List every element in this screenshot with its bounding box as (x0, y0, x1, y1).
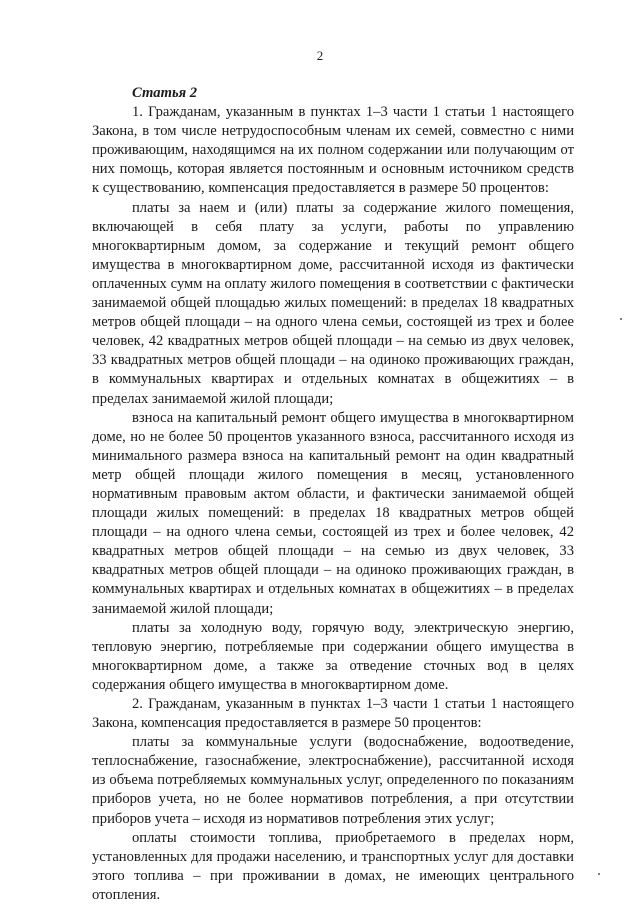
article-title: Статья 2 (132, 85, 198, 101)
paragraph-2: платы за наем и (или) платы за содержание жилого помещения, включающей в себя плату за услуги, работы по управлению многоквартирным домом, за содержание и текущий ремонт общего имущества в многоквартирном доме, рассчитанной исходя из фактически оплаченных сумм на оплату жилого помещения в соответствии с фактически занимаемой общей площадью жилых помещений: в пределах 18 квадратных метров общей площади – на одного члена семьи, состоящей из трех и более человек, 42 квадратных метров общей площади – на семью из двух человек, 33 квадратных метров общей площади – на одиноко проживающих граждан, в коммунальных квартирах и отдельных комнатах в общежитиях – в пределах занимаемой жилой площади; (92, 199, 574, 407)
document-body (92, 84, 574, 905)
paragraph-3: взноса на капитальный ремонт общего имущества в многоквартирном доме, но не более 50 процентов указанного взноса, рассчитанного исходя из минимального размера взноса на капитальный ремонт на один квадратный метр общей площади жилого помещения в месяц, установленного нормативным правовым актом области, и фактически занимаемой общей площади жилых помещений: в пределах 18 квадратных метров общей площади – на одного члена семьи, состоящей из трех и более человек, 42 квадратных метров общей площади – на семью из двух человек, 33 квадратных метров общей площади – на одиноко проживающих граждан, в коммунальных квартирах и отдельных комнатах в общежитиях – в пределах занимаемой жилой площади; (92, 409, 574, 617)
paragraph-5: 2. Гражданам, указанным в пунктах 1–3 части 1 статьи 1 настоящего Закона, компенсация предоставляется в размере 50 процентов: (92, 696, 574, 732)
paragraph-1: 1. Гражданам, указанным в пунктах 1–3 части 1 статьи 1 настоящего Закона, в том числе нетрудоспособным членам их семей, совместно с ними проживающим, находящимся на их полном содержании или получающим от них помощь, которая является постоянным и основным источником средств к существованию, компенсация предоставляется в размере 50 процентов: (92, 104, 574, 197)
page-number: 2 (316, 48, 324, 63)
paragraph-6: платы за коммунальные услуги (водоснабжение, водоотведение, теплоснабжение, газоснабжение, электроснабжение), рассчитанной исходя из объема потребляемых коммунальных услуг, определенного по показаниям приборов учета, но не более нормативов потребления, а при отсутствии приборов учета – исходя из нормативов потребления этих услуг; (92, 734, 574, 827)
scan-speck (620, 318, 622, 320)
paragraph-7: оплаты стоимости топлива, приобретаемого в пределах норм, установленных для продажи населению, и транспортных услуг для доставки этого топлива – при проживании в домах, не имеющих центрального отопления. (92, 829, 574, 903)
paragraph-4: платы за холодную воду, горячую воду, электрическую энергию, тепловую энергию, потребляемые при содержании общего имущества в многоквартирном доме, а также за отведение сточных вод в целях содержания общего имущества в многоквартирном доме. (92, 619, 574, 693)
scan-speck (598, 873, 600, 875)
